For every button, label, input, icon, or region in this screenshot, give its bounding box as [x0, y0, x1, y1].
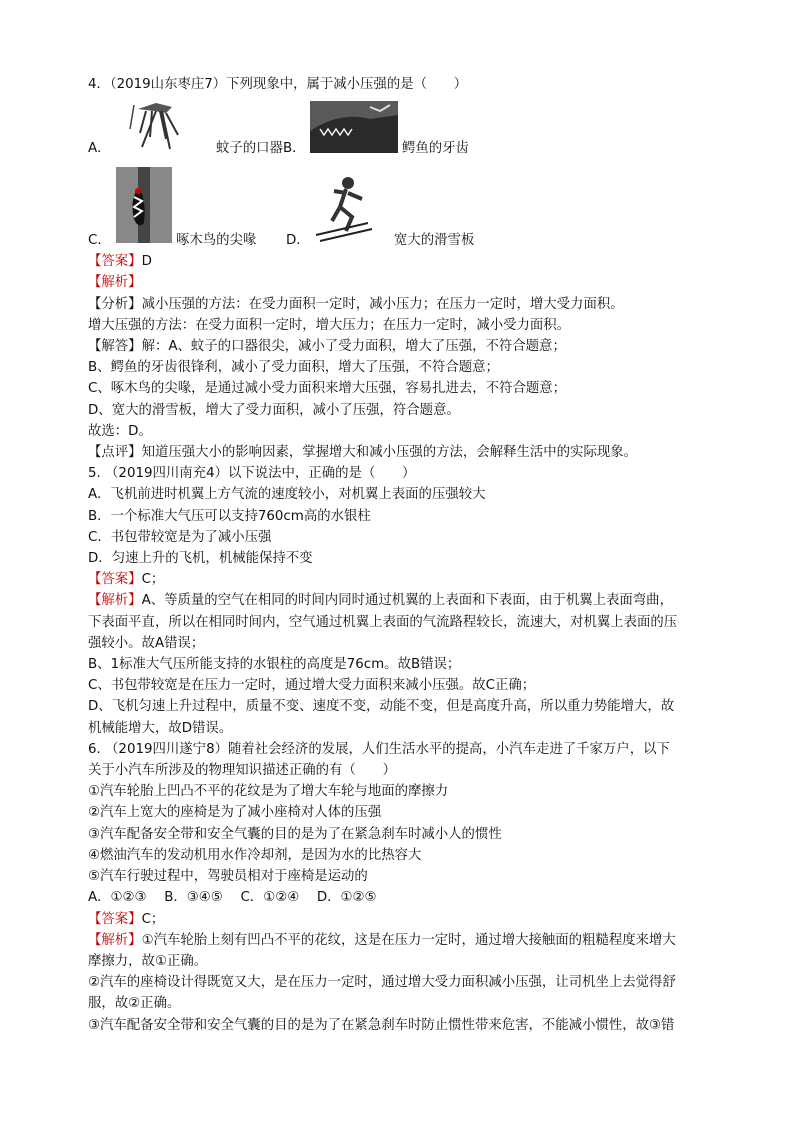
- q6-statement-2: ②汽车上宽大的座椅是为了减小座椅对人体的压强: [88, 805, 382, 821]
- q5-option-a: A．飞机前进时机翼上方气流的速度较小，对机翼上表面的压强较大: [88, 487, 486, 503]
- q6-analysis-3: ②汽车的座椅设计得既宽又大，是在压力一定时，通过增大受力面积减小压强，让司机坐上去觉得舒: [88, 975, 676, 991]
- q6-analysis-5: ③汽车配备安全带和安全气囊的目的是为了在紧急刹车时防止惯性带来危害，不能减小惯性，故③错: [88, 1017, 675, 1033]
- q6-answer: [88, 909, 710, 930]
- analysis-text: ①汽车轮胎上刻有凹凸不平的花纹，这是在压力一定时，通过增大接触面的粗糙程度来增大: [141, 932, 676, 948]
- q4-option-d-text: 宽大的滑雪板: [394, 233, 475, 249]
- jieda-text: 解：A、蚊子的口器很尖，减小了受力面积，增大了压强，不符合题意；: [141, 339, 566, 355]
- q5-option-c: C．书包带较宽是为了减小压强: [88, 529, 272, 545]
- q5-analysis-6: D、飞机匀速上升过程中，质量不变、速度不变，动能不变，但是高度升高，所以重力势能增大，故: [88, 699, 675, 715]
- q5-analysis-3: 强较小。故A错误；: [88, 635, 205, 651]
- q4-option-b-text: 鳄鱼的牙齿: [402, 141, 469, 157]
- q4-answer: [88, 251, 710, 272]
- q6-analysis-4: 服，故②正确。: [88, 996, 181, 1012]
- q4-option-c-letter: C．: [88, 233, 111, 249]
- fenxi-tag: 【分析】: [88, 296, 142, 312]
- q4-fenxi-2: 增大压强的方法：在受力面积一定时，增大压力；在压力一定时，减小受力面积。: [88, 317, 571, 333]
- analysis-text: A、等质量的空气在相同的时间内同时通过机翼的上表面和下表面，由于机翼上表面弯曲，: [141, 593, 673, 609]
- q5-option-d: D．匀速上升的飞机，机械能保持不变: [88, 551, 313, 567]
- woodpecker-image: [116, 167, 172, 243]
- q4-choose: 故选：D。: [88, 423, 152, 439]
- q4-dianping: [88, 442, 710, 463]
- q4-analysis-tag: 【解析】: [88, 275, 142, 291]
- q4-option-c-text: 啄木鸟的尖喙: [176, 233, 257, 249]
- q5-option-b: B．一个标准大气压可以支持760cm高的水银柱: [88, 508, 371, 524]
- q6-statement-1: ①汽车轮胎上凹凸不平的花纹是为了增大车轮与地面的摩擦力: [88, 784, 449, 800]
- q6-analysis-1: [88, 930, 710, 951]
- q4-jieda-4: D、宽大的滑雪板，增大了受力面积，减小了压强，符合题意。: [88, 402, 460, 418]
- q4-options-cd: [88, 167, 710, 251]
- mosquito-image: [126, 99, 196, 155]
- q4-fenxi-1: [88, 294, 710, 315]
- q6-options: A．①②③ B．③④⑤ C．①②④ D．①②⑤: [88, 890, 377, 906]
- analysis-tag: 【解析】: [88, 932, 142, 948]
- dianping-text: 知道压强大小的影响因素，掌握增大和减小压强的方法，会解释生活中的实际现象。: [141, 445, 638, 461]
- q5-stem: 5. （2019四川南充4）以下说法中，正确的是（ ）: [88, 466, 416, 482]
- jieda-tag: 【解答】: [88, 339, 142, 355]
- q4-jieda-2: B、鳄鱼的牙齿很锋利，减小了受力面积，增大了压强，不符合题意；: [88, 360, 499, 376]
- q4-options-ab: [88, 99, 710, 159]
- answer-value: C；: [141, 572, 165, 588]
- answer-tag: 【答案】: [88, 572, 142, 588]
- skier-image: [310, 173, 390, 243]
- document-page: [88, 74, 710, 1036]
- q4-jieda-3: C、啄木鸟的尖喙，是通过减小受力面积来增大压强，容易扎进去，不符合题意；: [88, 381, 567, 397]
- q6-statement-5: ⑤汽车行驶过程中，驾驶员相对于座椅是运动的: [88, 869, 368, 885]
- answer-tag: 【答案】: [88, 911, 142, 927]
- q6-statement-4: ④燃油汽车的发动机用水作冷却剂，是因为水的比热容大: [88, 847, 422, 863]
- q5-analysis-7: 机械能增大，故D错误。: [88, 720, 233, 736]
- q4-option-a-text: 蚊子的口器B．: [216, 141, 306, 157]
- q5-answer: [88, 569, 710, 590]
- q4-option-d-letter: D．: [286, 233, 310, 249]
- q5-analysis-4: B、1标准大气压所能支持的水银柱的高度是76cm。故B错误；: [88, 657, 461, 673]
- dianping-tag: 【点评】: [88, 445, 142, 461]
- q6-stem-1: 6. （2019四川遂宁8）随着社会经济的发展，人们生活水平的提高，小汽车走进了千家万户，以下: [88, 741, 670, 757]
- crocodile-image: [310, 101, 398, 153]
- q4-jieda-1: [88, 336, 710, 357]
- q6-stem-2: 关于小汽车所涉及的物理知识描述正确的有（ ）: [88, 763, 396, 779]
- q5-analysis-5: C、书包带较宽是在压力一定时，通过增大受力面积来减小压强。故C正确；: [88, 678, 536, 694]
- analysis-tag: 【解析】: [88, 593, 142, 609]
- answer-value: D: [141, 254, 152, 270]
- q4-option-a-letter: A．: [88, 141, 111, 157]
- q4-stem: 4．（2019山东枣庄7）下列现象中，属于减小压强的是（ ）: [88, 77, 468, 92]
- q5-analysis-1: [88, 590, 710, 611]
- q6-statement-3: ③汽车配备安全带和安全气囊的目的是为了在紧急刹车时减小人的惯性: [88, 826, 502, 842]
- q5-analysis-2: 下表面平直，所以在相同时间内，空气通过机翼上表面的气流路程较长，流速大，对机翼上表面的压: [88, 614, 678, 630]
- answer-value: C；: [141, 911, 165, 927]
- q6-analysis-2: 摩擦力，故①正确。: [88, 953, 208, 969]
- fenxi-text: 减小压强的方法：在受力面积一定时，减小压力；在压力一定时，增大受力面积。: [141, 296, 624, 312]
- answer-tag: 【答案】: [88, 254, 142, 270]
